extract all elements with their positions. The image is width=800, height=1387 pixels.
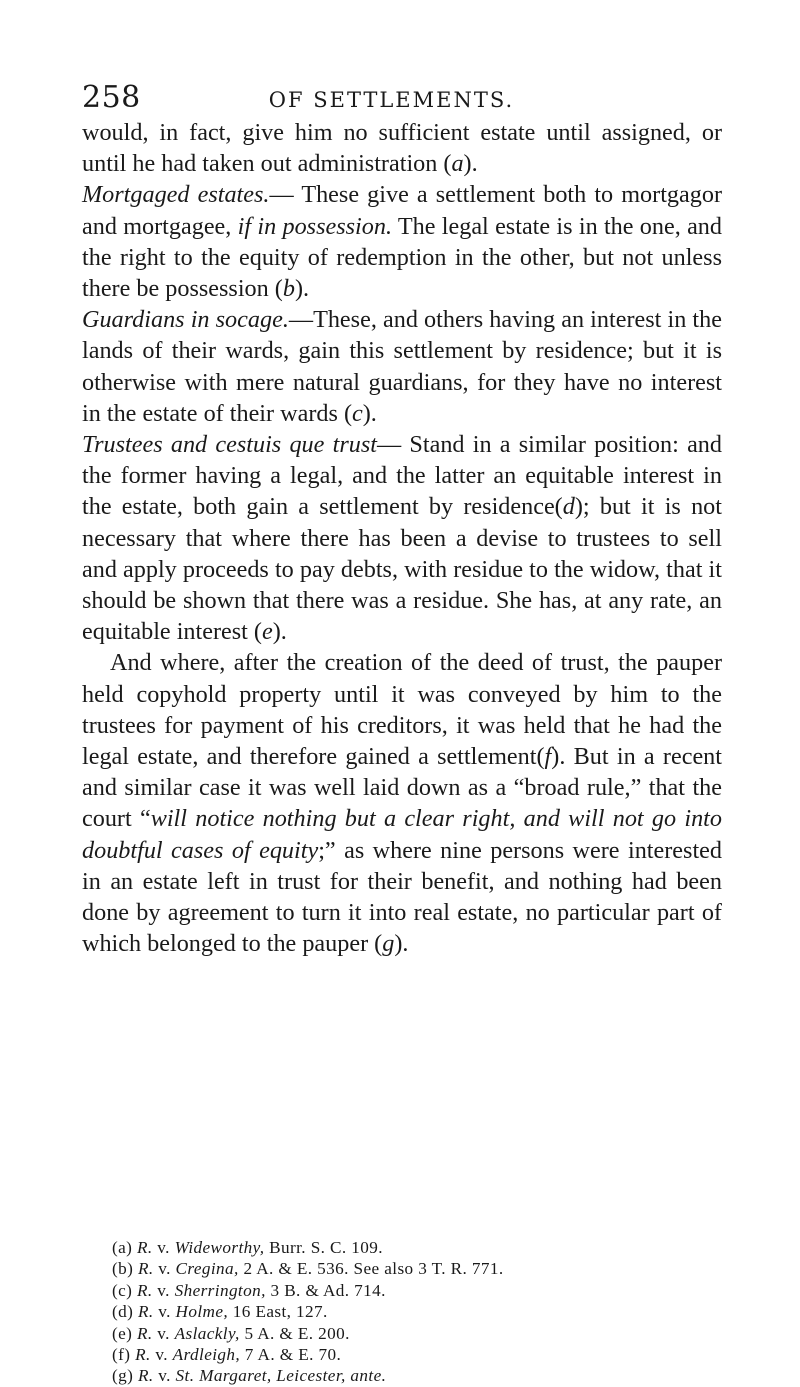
- case-name: Wideworthy,: [174, 1238, 265, 1257]
- footnote-ref-g: g: [382, 930, 395, 958]
- case-name: Sherrington,: [174, 1280, 266, 1300]
- citation: 3 B. & Ad. 714.: [270, 1280, 386, 1300]
- citation: ante.: [350, 1366, 387, 1386]
- case-prefix: R.: [137, 1259, 154, 1279]
- versus: v.: [158, 1366, 171, 1386]
- text-run: ). But in a recent and similar case it was well laid down as a “broad rule,” that the court “: [82, 743, 722, 833]
- footnote-ref-f: f: [544, 743, 552, 771]
- footnote: [112, 1365, 752, 1386]
- case-name: Ardleigh,: [172, 1345, 241, 1365]
- case-prefix: R.: [137, 1366, 154, 1386]
- page-header: [82, 80, 718, 115]
- footnote: [112, 1237, 752, 1258]
- case-prefix: R.: [136, 1238, 153, 1257]
- citation: 2 A. & E. 536. See also 3 T. R. 771.: [243, 1259, 504, 1279]
- body-text: [82, 117, 722, 959]
- case-prefix: R.: [135, 1345, 151, 1365]
- text-run: —These, and others having an interest in the lands of their wards, gain this settlement by residence; but it is otherwise with mere natural guardians, for they have no interest in the estate of their wards (: [82, 306, 722, 427]
- paragraph-2: [82, 647, 722, 959]
- versus: v.: [157, 1323, 170, 1343]
- paragraph-1: [82, 117, 722, 647]
- section-heading-trustees: Trustees and cestuis que trust: [82, 431, 377, 459]
- footnote: [112, 1323, 752, 1344]
- case-prefix: R.: [137, 1302, 154, 1322]
- footnote-mark: (d): [112, 1302, 134, 1322]
- footnote-ref-a: a: [451, 150, 464, 178]
- page-number: 258: [82, 80, 141, 115]
- versus: v.: [157, 1280, 170, 1300]
- footnote: [112, 1280, 752, 1301]
- footnotes: [112, 1237, 752, 1387]
- footnote-mark: (f): [112, 1345, 131, 1365]
- footnote-mark: (a): [112, 1238, 133, 1257]
- footnote-ref-d: d: [562, 493, 575, 521]
- quoted-rule: will notice nothing but a clear right, and will not go into doubtful cases of equity: [82, 805, 722, 864]
- case-name: St. Margaret, Leicester,: [175, 1366, 346, 1386]
- footnote-ref-e: e: [262, 618, 273, 646]
- versus: v.: [155, 1345, 168, 1365]
- citation: 7 A. & E. 70.: [244, 1345, 342, 1365]
- footnote: [112, 1344, 752, 1365]
- text-run: ).: [362, 399, 377, 427]
- case-prefix: R.: [136, 1323, 153, 1343]
- text-run: would, in fact, give him no sufficient estate until assigned, or until he had taken out administration (: [82, 119, 722, 178]
- versus: v.: [157, 1238, 170, 1257]
- text-run: ;” as where nine persons were interested in an estate left in trust for their benefit, and nothing had been done by agreement to turn it into real estate, no particular part of which belonged to the pauper (: [82, 836, 722, 958]
- text-run: — These give a settlement both to mortgagor and mortgagee,: [82, 181, 722, 240]
- footnote-ref-b: b: [282, 275, 295, 303]
- citation: Burr. S. C. 109.: [269, 1238, 383, 1257]
- citation: 5 A. & E. 200.: [244, 1323, 350, 1343]
- text-run: ).: [294, 275, 310, 303]
- citation: 16 East, 127.: [232, 1302, 328, 1322]
- footnote-mark: (b): [112, 1259, 134, 1279]
- emphasis-in-possession: if in possession.: [237, 212, 393, 240]
- versus: v.: [158, 1259, 171, 1279]
- text-run: ); but it is not necessary that where there has been a devise to trustees to sell and apply proceeds to pay debts, with residue to the widow, that it should be shown that there was a residue. She has, at any rate, an equitable interest (: [82, 493, 722, 646]
- text-run: And where, after the creation of the deed of trust, the pauper held copyhold property until it was conveyed by him to the trustees for payment of his creditors, it was held that he had the legal estate, and therefore gained a settlement(: [82, 649, 722, 771]
- case-prefix: R.: [136, 1280, 153, 1300]
- text-run: ).: [463, 150, 478, 178]
- section-heading-mortgaged-estates: Mortgaged estates.: [82, 181, 270, 209]
- footnote: [112, 1301, 752, 1322]
- case-name: Cregina,: [175, 1259, 239, 1279]
- footnote: [112, 1258, 752, 1279]
- text-run: — Stand in a similar position: and the former having a legal, and the latter an equitable interest in the estate, both gain a settlement by residence(: [82, 431, 722, 521]
- running-head: OF SETTLEMENTS.: [268, 88, 515, 112]
- text-run: ).: [272, 618, 287, 646]
- case-name: Aslackly,: [174, 1323, 240, 1343]
- footnote-mark: (g): [112, 1366, 134, 1386]
- footnote-ref-c: c: [352, 399, 363, 427]
- text-run: The legal estate is in the one, and the right to the equity of redemption in the other, but not unless there be possession (: [82, 212, 722, 303]
- footnote-mark: (c): [112, 1280, 133, 1300]
- footnote-mark: (e): [112, 1323, 133, 1343]
- text-run: ).: [394, 930, 409, 958]
- versus: v.: [158, 1302, 171, 1322]
- case-name: Holme,: [175, 1302, 229, 1322]
- section-heading-guardians-in-socage: Guardians in socage.: [82, 306, 289, 334]
